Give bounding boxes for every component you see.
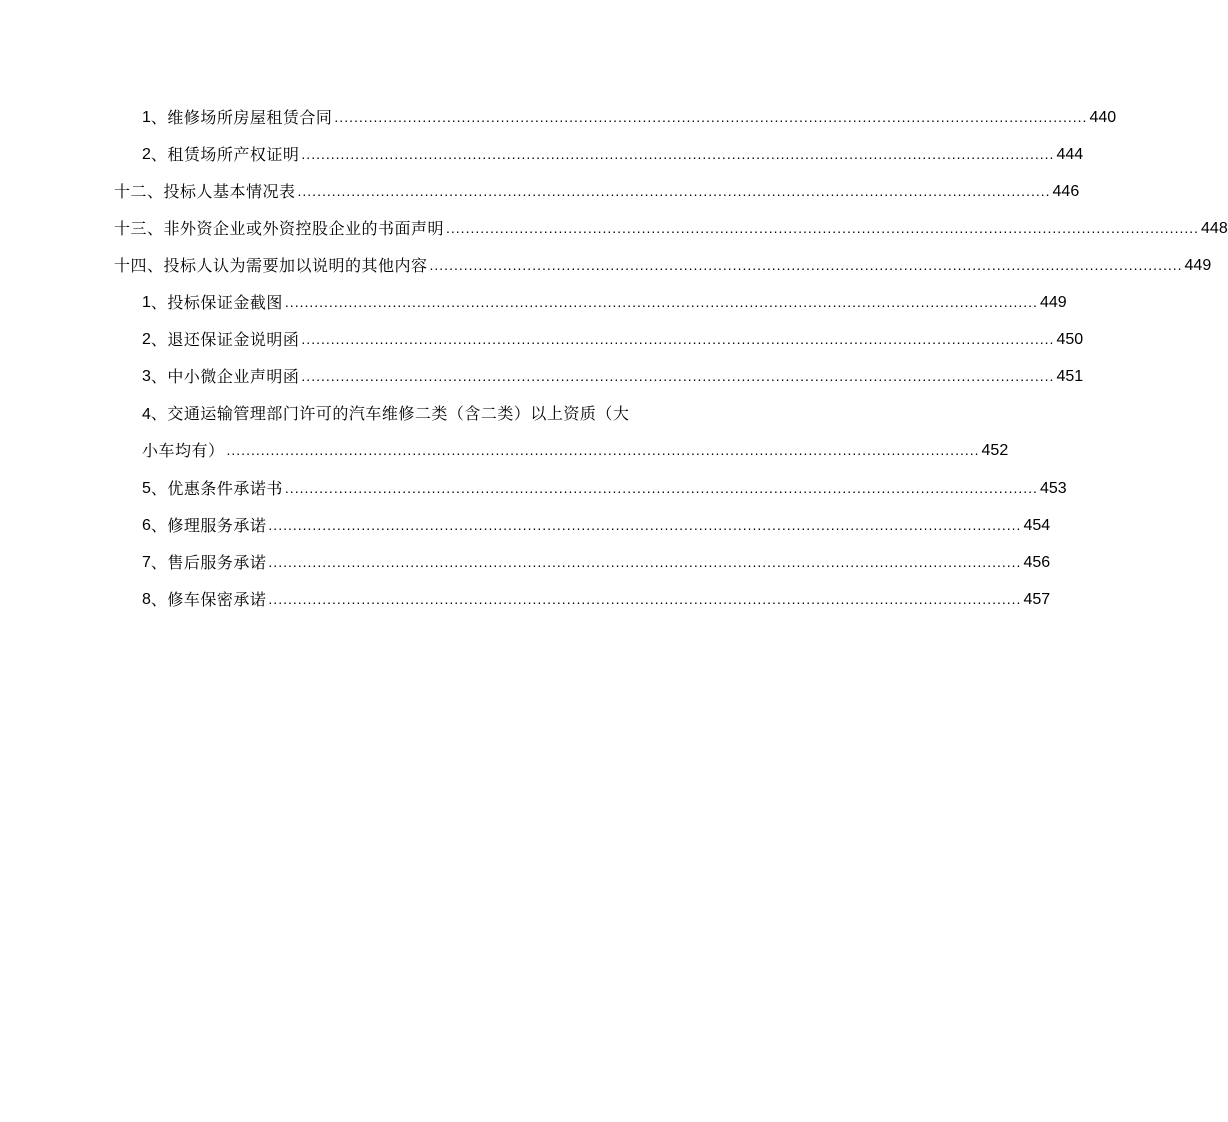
toc-entry-number: 2 [142, 331, 151, 348]
toc-dot-leader: .......................................................................................................................................................... [226, 442, 980, 458]
toc-entry-page: 453 [1039, 480, 1067, 497]
toc-entry-page: 456 [1023, 554, 1051, 571]
toc-entry-number: 6 [142, 517, 151, 534]
toc-entry-9-line1[interactable] [142, 395, 680, 432]
toc-entry-title: 、修车保密承诺 [150, 590, 267, 609]
toc-entry-4[interactable] [114, 210, 1228, 247]
toc-dot-leader: .......................................................................................................................................................... [301, 331, 1055, 347]
toc-entry-title: 、修理服务承诺 [150, 516, 267, 535]
toc-entry-number: 7 [142, 554, 151, 571]
toc-entry-page: 444 [1056, 146, 1084, 163]
toc-entry-title: 、售后服务承诺 [150, 553, 267, 572]
toc-dot-leader: .......................................................................................................................................................... [429, 257, 1183, 273]
toc-dot-leader: .......................................................................................................................................................... [268, 517, 1022, 533]
toc-entry-page: 450 [1056, 331, 1084, 348]
toc-entry-7[interactable] [142, 321, 1084, 358]
toc-dot-leader: .......................................................................................................................................................... [301, 146, 1055, 162]
toc-dot-leader: .......................................................................................................................................................... [446, 220, 1200, 236]
toc-entry-page: 449 [1184, 257, 1212, 274]
toc-entry-page: 449 [1039, 294, 1067, 311]
toc-entry-title: 、租赁场所产权证明 [150, 145, 300, 164]
toc-entry-title: 十二、投标人基本情况表 [114, 182, 296, 201]
toc-entry-page: 440 [1089, 109, 1117, 126]
toc-entry-title: 、优惠条件承诺书 [150, 479, 283, 498]
toc-entry-page: 454 [1023, 517, 1051, 534]
toc-entry-11[interactable] [142, 507, 1051, 544]
toc-dot-leader: .......................................................................................................................................................... [334, 109, 1088, 125]
toc-entry-number: 5 [142, 480, 151, 497]
toc-entry-page: 448 [1201, 220, 1228, 237]
toc-dot-leader: .......................................................................................................................................................... [268, 554, 1022, 570]
toc-entry-9-line2[interactable] [142, 432, 1009, 469]
toc-entry-title: 十四、投标人认为需要加以说明的其他内容 [114, 256, 428, 275]
toc-entry-1[interactable] [142, 99, 1117, 136]
toc-entry-number: 3 [142, 368, 151, 385]
toc-entry-number: 1 [142, 294, 151, 311]
toc-entry-number: 8 [142, 591, 151, 608]
toc-entry-title: 、维修场所房屋租赁合同 [150, 108, 333, 127]
toc-entry-title: 、中小微企业声明函 [150, 367, 300, 386]
toc-entry-6[interactable] [142, 284, 1067, 321]
toc-entry-title: 十三、非外资企业或外资控股企业的书面声明 [114, 219, 445, 238]
toc-entry-title-continued: 小车均有） [142, 441, 225, 460]
toc-entry-10[interactable] [142, 470, 1067, 507]
toc-dot-leader: .......................................................................................................................................................... [301, 368, 1055, 384]
toc-entry-3[interactable] [114, 173, 1080, 210]
toc-entry-number: 4 [142, 406, 151, 423]
toc-dot-leader: .......................................................................................................................................................... [297, 183, 1051, 199]
toc-entry-page: 446 [1052, 183, 1080, 200]
toc-entry-page: 457 [1023, 591, 1051, 608]
toc-entry-title: 、投标保证金截图 [150, 293, 283, 312]
toc-entry-8[interactable] [142, 358, 1084, 395]
toc-entry-5[interactable] [114, 247, 1212, 284]
toc-entry-title: 、退还保证金说明函 [150, 330, 300, 349]
toc-entry-12[interactable] [142, 544, 1051, 581]
toc-entry-13[interactable] [142, 581, 1051, 618]
toc-entry-2[interactable] [142, 136, 1084, 173]
toc-entry-number: 2 [142, 146, 151, 163]
toc-dot-leader: .......................................................................................................................................................... [284, 294, 1038, 310]
toc-entry-page: 451 [1056, 368, 1084, 385]
toc-dot-leader: .......................................................................................................................................................... [268, 591, 1022, 607]
toc-entry-number: 1 [142, 109, 151, 126]
toc-entry-page: 452 [981, 442, 1009, 459]
toc-dot-leader: .......................................................................................................................................................... [284, 480, 1038, 496]
toc-entry-title: 、交通运输管理部门许可的汽车维修二类（含二类）以上资质（大 [150, 404, 630, 423]
